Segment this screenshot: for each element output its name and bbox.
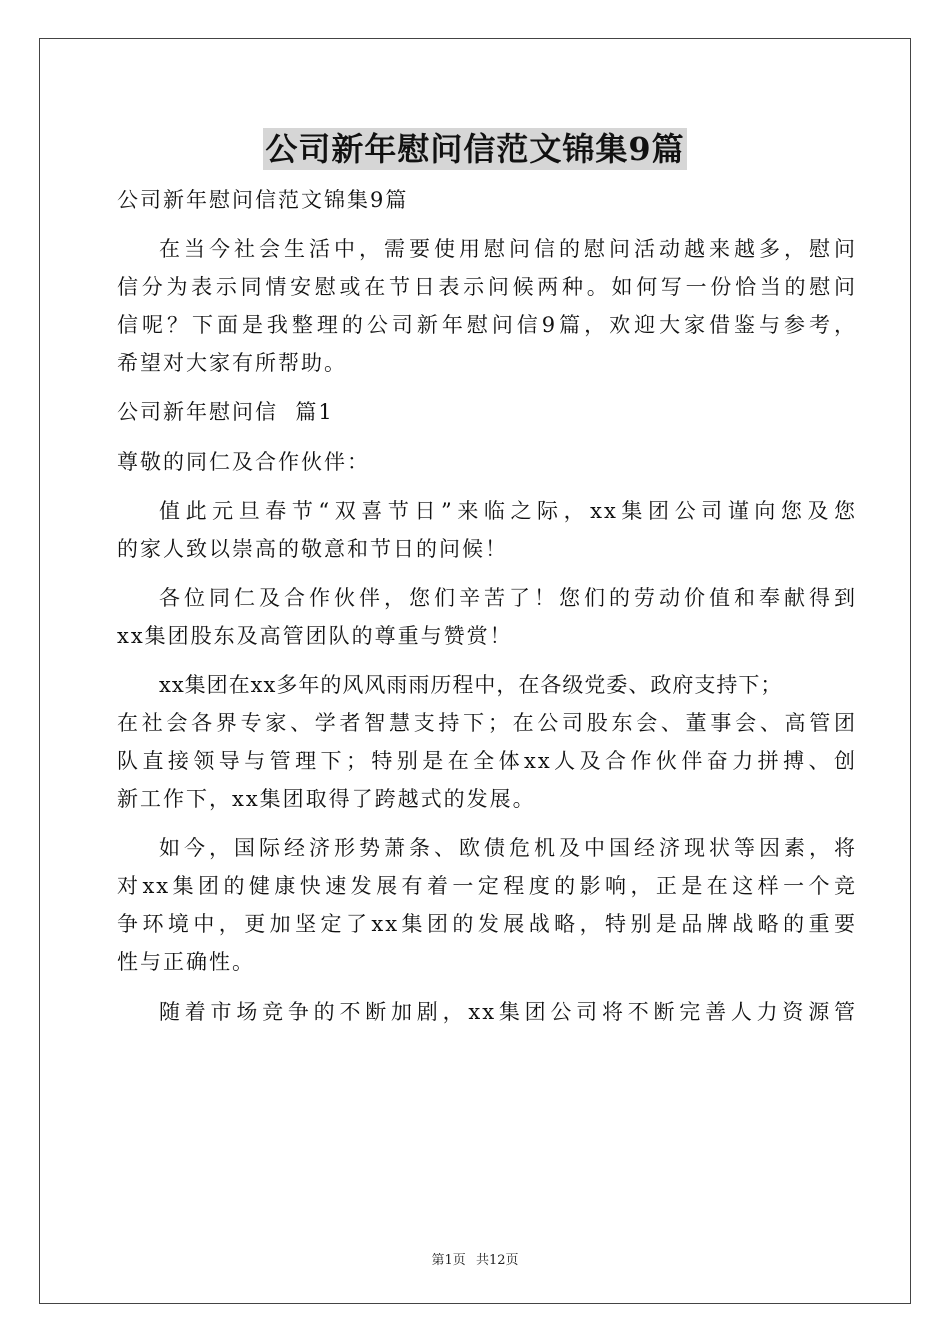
document-title: 公司新年慰问信范文锦集9篇	[265, 130, 685, 168]
document-subtitle: 公司新年慰问信范文锦集9篇	[117, 188, 409, 212]
text-line: 随着市场竞争的不断加剧，xx集团公司将不断完善人力资源管	[159, 999, 857, 1024]
page-footer	[0, 1249, 950, 1268]
text-line: 在当今社会生活中，需要使用慰问信的慰问活动越来越多，慰问	[159, 237, 857, 262]
text-line: xx集团股东及高管团队的尊重与赞赏！	[117, 623, 513, 648]
text-line: 值此元旦春节“双喜节日”来临之际，xx集团公司谨向您及您	[159, 498, 857, 523]
intro-paragraph	[117, 230, 857, 382]
text-line: 新工作下，xx集团取得了跨越式的发展。	[117, 787, 536, 812]
text-line: xx集团在xx多年的风风雨雨历程中，在各级党委、政府支持下；	[159, 673, 783, 698]
text-line: 如今，国际经济形势萧条、欧债危机及中国经济现状等因素，将	[159, 836, 857, 861]
document-body	[117, 181, 857, 1042]
title-container	[0, 128, 950, 170]
text-line: 信呢？下面是我整理的公司新年慰问信9篇，欢迎大家借鉴与参考，	[117, 313, 857, 338]
text-line: 的家人致以崇高的敬意和节日的问候！	[117, 536, 508, 561]
text-line: 争环境中，更加坚定了xx集团的发展战略，特别是品牌战略的重要	[117, 912, 857, 937]
text-line: 各位同仁及合作伙伴，您们辛苦了！您们的劳动价值和奉献得到	[159, 585, 857, 610]
body-paragraph	[117, 993, 857, 1031]
text-line: 在社会各界专家、学者智慧支持下；在公司股东会、董事会、高管团	[117, 711, 857, 736]
text-line: 队直接领导与管理下；特别是在全体xx人及合作伙伴奋力拼搏、创	[117, 749, 857, 774]
text-line: 希望对大家有所帮助。	[117, 351, 347, 376]
text-line: 对xx集团的健康快速发展有着一定程度的影响，正是在这样一个竞	[117, 874, 857, 899]
body-paragraph	[117, 579, 857, 655]
body-paragraph	[117, 829, 857, 981]
body-paragraph	[117, 492, 857, 568]
salutation: 尊敬的同仁及合作伙伴：	[117, 449, 370, 474]
text-line: 性与正确性。	[117, 950, 255, 975]
body-paragraph	[117, 666, 857, 818]
text-line: 信分为表示同情安慰或在节日表示问候两种。如何写一份恰当的慰问	[117, 275, 857, 300]
page-total: 共12页	[475, 1253, 519, 1268]
section-heading: 公司新年慰问信 篇1	[117, 400, 334, 425]
page-number: 第1页	[431, 1253, 466, 1268]
